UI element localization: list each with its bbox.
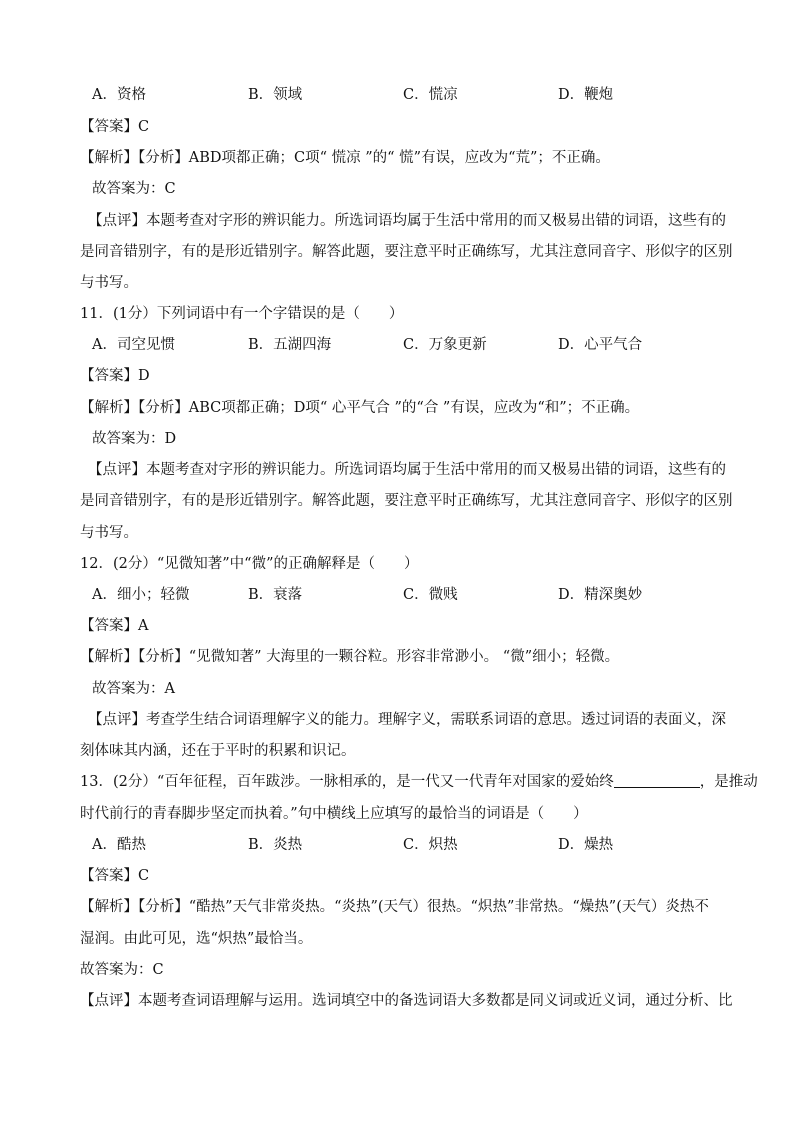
q13-options [80,833,714,857]
q13-stem-line-1 [80,770,758,794]
q12-answer: 【答案】A [80,618,149,634]
q13-comment-line-1: 【点评】本题考查词语理解与运用。选词填空中的备选词语大多数都是同义词或近义词，通过分析、比 [80,993,733,1009]
q10-option-d: D．鞭炮 [558,87,614,103]
q10-options [80,83,714,107]
q12-option-c: C．微贱 [403,587,458,603]
q10-option-a: A．资格 [92,87,146,103]
q13-option-d: D．燥热 [558,837,614,853]
q13-analysis-line-1: 【解析】【分析】“酷热”天气非常炎热。“炎热”(天气）很热。“炽热”非常热。“燥热”(天气）炎热不 [80,899,709,915]
q10-option-c: C．慌凉 [403,87,458,103]
q12-options [80,583,714,607]
q12-comment-line-2: 刻体味其内涵，还在于平时的积累和识记。 [80,743,356,759]
q11-comment-line-3: 与书写。 [80,525,138,541]
q11-option-b: B．五湖四海 [248,337,332,353]
q11-answer: 【答案】D [80,368,150,384]
q11-option-d: D．心平气合 [558,337,643,353]
q12-conclusion: 故答案为：A [92,681,175,697]
q12-comment-line-1: 【点评】考查学生结合词语理解字义的能力。理解字义，需联系词语的意思。透过词语的表面义，深 [88,712,726,728]
q13-option-c: C．炽热 [403,837,458,853]
q13-stem-line-2: 时代前行的青春脚步坚定而执着。”句中横线上应填写的最恰当的词语是（ ） [80,806,588,822]
q10-comment-line-2: 是同音错别字，有的是形近错别字。解答此题，要注意平时正确练写，尤其注意同音字、形似字的区别 [80,244,733,260]
q12-analysis: 【解析】【分析】“见微知著” 大海里的一颗谷粒。形容非常渺小。 “微”细小；轻微。 [80,649,620,665]
q11-option-c: C．万象更新 [403,337,487,353]
q12-option-a: A．细小；轻微 [92,587,190,603]
q10-answer: 【答案】C [80,119,150,135]
q13-stem-part-1: 13．(2分）“百年征程，百年跋涉。一脉相承的，是一代又一代青年对国家的爱始终 [80,774,614,790]
q11-options [80,333,714,357]
q13-answer: 【答案】C [80,868,150,884]
q11-option-a: A．司空见惯 [92,337,175,353]
q13-analysis-line-2: 湿润。由此可见，选“炽热”最恰当。 [80,931,313,947]
q10-conclusion: 故答案为：C [92,181,176,197]
q11-comment-line-2: 是同音错别字，有的是形近错别字。解答此题，要注意平时正确练写，尤其注意同音字、形似字的区别 [80,493,733,509]
q13-fill-blank [614,771,700,788]
q11-stem: 11．(1分）下列词语中有一个字错误的是（ ） [80,306,404,322]
q11-conclusion: 故答案为：D [92,431,177,447]
q10-comment-line-1: 【点评】本题考查对字形的辨识能力。所选词语均属于生活中常用的而又极易出错的词语，这些有的 [88,213,726,229]
q11-comment-line-1: 【点评】本题考查对字形的辨识能力。所选词语均属于生活中常用的而又极易出错的词语，这些有的 [88,462,726,478]
q13-option-b: B．炎热 [248,837,303,853]
q12-option-b: B．衰落 [248,587,303,603]
q10-analysis: 【解析】【分析】ABD项都正确；C项“ 慌凉 ”的“ 慌”有误，应改为“荒”；不正确。 [80,150,610,166]
q13-option-a: A．酷热 [92,837,146,853]
q12-option-d: D．精深奥妙 [558,587,643,603]
q13-stem-part-2: ，是推动 [699,774,758,790]
q13-conclusion: 故答案为：C [80,962,164,978]
q11-analysis: 【解析】【分析】ABC项都正确；D项“ 心平气合 ”的“合 ”有误，应改为“和”；不正确。 [80,400,640,416]
q12-stem: 12．(2分）“见微知著”中“微”的正确解释是（ ） [80,556,419,572]
q10-option-b: B．领域 [248,87,303,103]
q10-comment-line-3: 与书写。 [80,275,138,291]
